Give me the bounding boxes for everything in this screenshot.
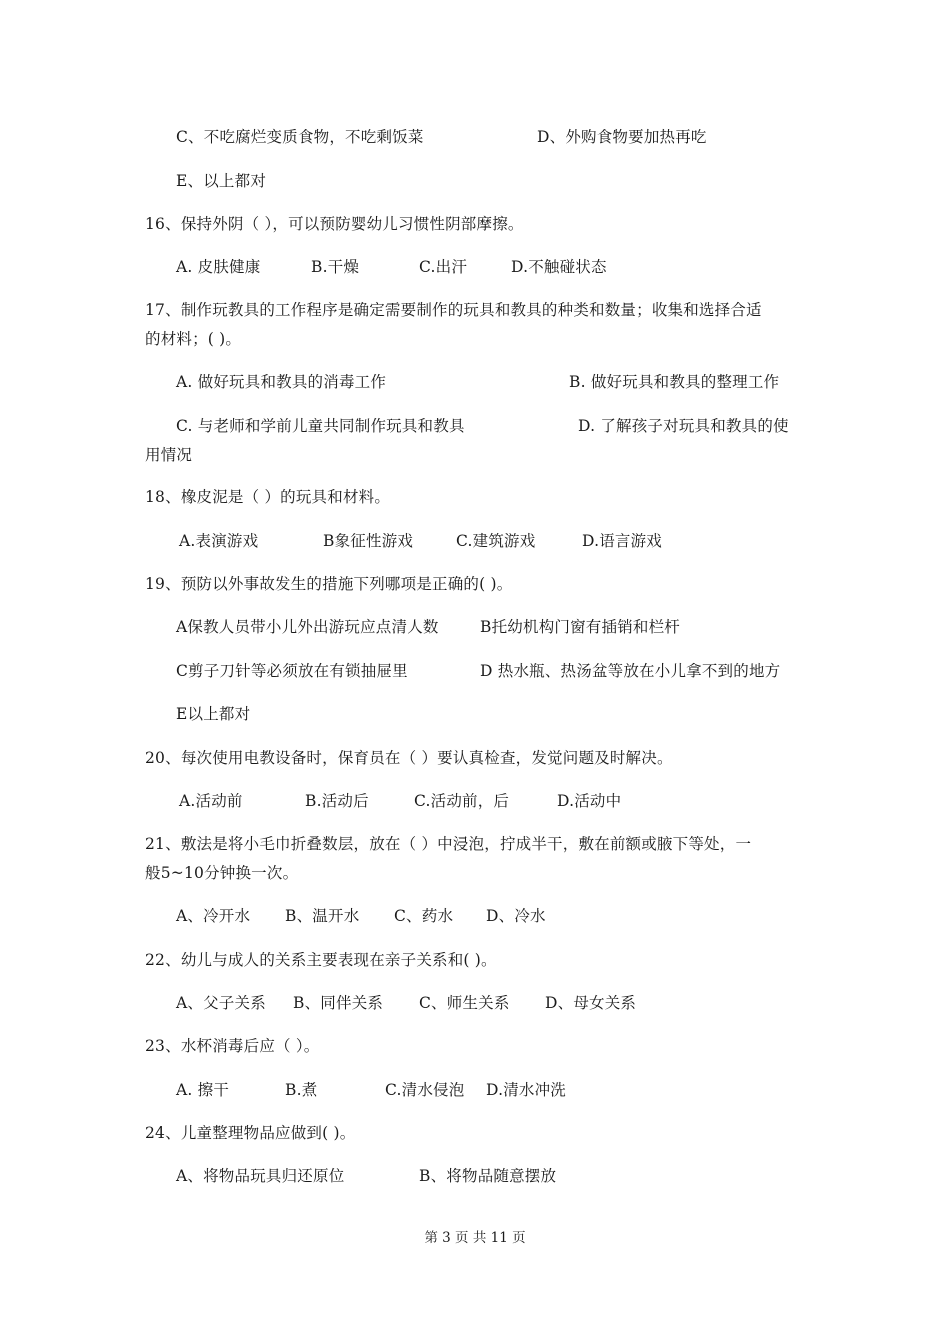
q20-stem: 20、每次使用电教设备时，保育员在（ ）要认真检查，发觉问题及时解决。 <box>145 749 673 767</box>
q20-option-c: C.活动前，后 <box>414 792 510 810</box>
q21-option-b: B、温开水 <box>285 907 360 925</box>
q22-option-c: C、师生关系 <box>419 994 510 1012</box>
q17-stem-line2: 的材料；( )。 <box>145 330 242 348</box>
q21-option-d: D、冷水 <box>486 907 546 925</box>
q16-option-c: C.出汗 <box>419 258 468 276</box>
q18-stem: 18、橡皮泥是（ ）的玩具和材料。 <box>145 488 391 506</box>
q15-option-c: C、不吃腐烂变质食物，不吃剩饭菜 <box>176 128 424 146</box>
q18-option-d: D.语言游戏 <box>582 532 663 550</box>
q18-option-c: C.建筑游戏 <box>456 532 536 550</box>
q21-option-c: C、药水 <box>394 907 454 925</box>
q16-option-a: A. 皮肤健康 <box>176 258 261 276</box>
q17-stem-line1: 17、制作玩教具的工作程序是确定需要制作的玩具和教具的种类和数量；收集和选择合适 <box>145 301 762 319</box>
q19-option-e: E以上都对 <box>176 705 251 723</box>
q19-stem: 19、预防以外事故发生的措施下列哪项是正确的( )。 <box>145 575 513 593</box>
q20-option-a: A.活动前 <box>179 792 243 810</box>
q17-option-d-line1: D. 了解孩子对玩具和教具的使 <box>578 417 789 435</box>
q17-option-b: B. 做好玩具和教具的整理工作 <box>569 373 780 391</box>
q23-option-a: A. 擦干 <box>176 1081 230 1099</box>
q23-option-d: D.清水冲洗 <box>486 1081 567 1099</box>
page-number-footer: 第 3 页 共 11 页 <box>424 1230 526 1246</box>
q24-option-b: B、将物品随意摆放 <box>419 1167 557 1185</box>
q18-option-a: A.表演游戏 <box>179 532 259 550</box>
q21-option-a: A、冷开水 <box>176 907 251 925</box>
q16-option-b: B.干燥 <box>311 258 360 276</box>
q18-option-b: B象征性游戏 <box>323 532 414 550</box>
q22-option-b: B、同伴关系 <box>293 994 384 1012</box>
q21-stem-line1: 21、敷法是将小毛巾折叠数层，放在（ ）中浸泡，拧成半干，敷在前额或腋下等处，一 <box>145 835 752 853</box>
q15-option-d: D、外购食物要加热再吃 <box>537 128 707 146</box>
q23-option-b: B.煮 <box>285 1081 318 1099</box>
q24-stem: 24、儿童整理物品应做到( )。 <box>145 1124 356 1142</box>
q16-option-d: D.不触碰状态 <box>511 258 607 276</box>
q20-option-d: D.活动中 <box>557 792 622 810</box>
q17-option-a: A. 做好玩具和教具的消毒工作 <box>176 373 387 391</box>
q20-option-b: B.活动后 <box>305 792 369 810</box>
q23-option-c: C.清水侵泡 <box>385 1081 465 1099</box>
q22-stem: 22、幼儿与成人的关系主要表现在亲子关系和( )。 <box>145 951 497 969</box>
q17-option-d-line2: 用情况 <box>145 446 193 464</box>
q19-option-c: C剪子刀针等必须放在有锁抽屉里 <box>176 662 408 680</box>
q19-option-b: B托幼机构门窗有插销和栏杆 <box>480 618 680 636</box>
q23-stem: 23、水杯消毒后应（ ）。 <box>145 1037 320 1055</box>
q22-option-d: D、母女关系 <box>545 994 637 1012</box>
q17-option-c: C. 与老师和学前儿童共同制作玩具和教具 <box>176 417 465 435</box>
q19-option-a: A保教人员带小儿外出游玩应点清人数 <box>176 618 439 636</box>
q19-option-d: D 热水瓶、热汤盆等放在小儿拿不到的地方 <box>480 662 781 680</box>
q16-stem: 16、保持外阴（ ），可以预防婴幼儿习惯性阴部摩擦。 <box>145 215 524 233</box>
q22-option-a: A、父子关系 <box>176 994 266 1012</box>
q21-stem-line2: 般5~10分钟换一次。 <box>145 864 299 882</box>
q24-option-a: A、将物品玩具归还原位 <box>176 1167 345 1185</box>
q15-option-e: E、以上都对 <box>176 172 267 190</box>
